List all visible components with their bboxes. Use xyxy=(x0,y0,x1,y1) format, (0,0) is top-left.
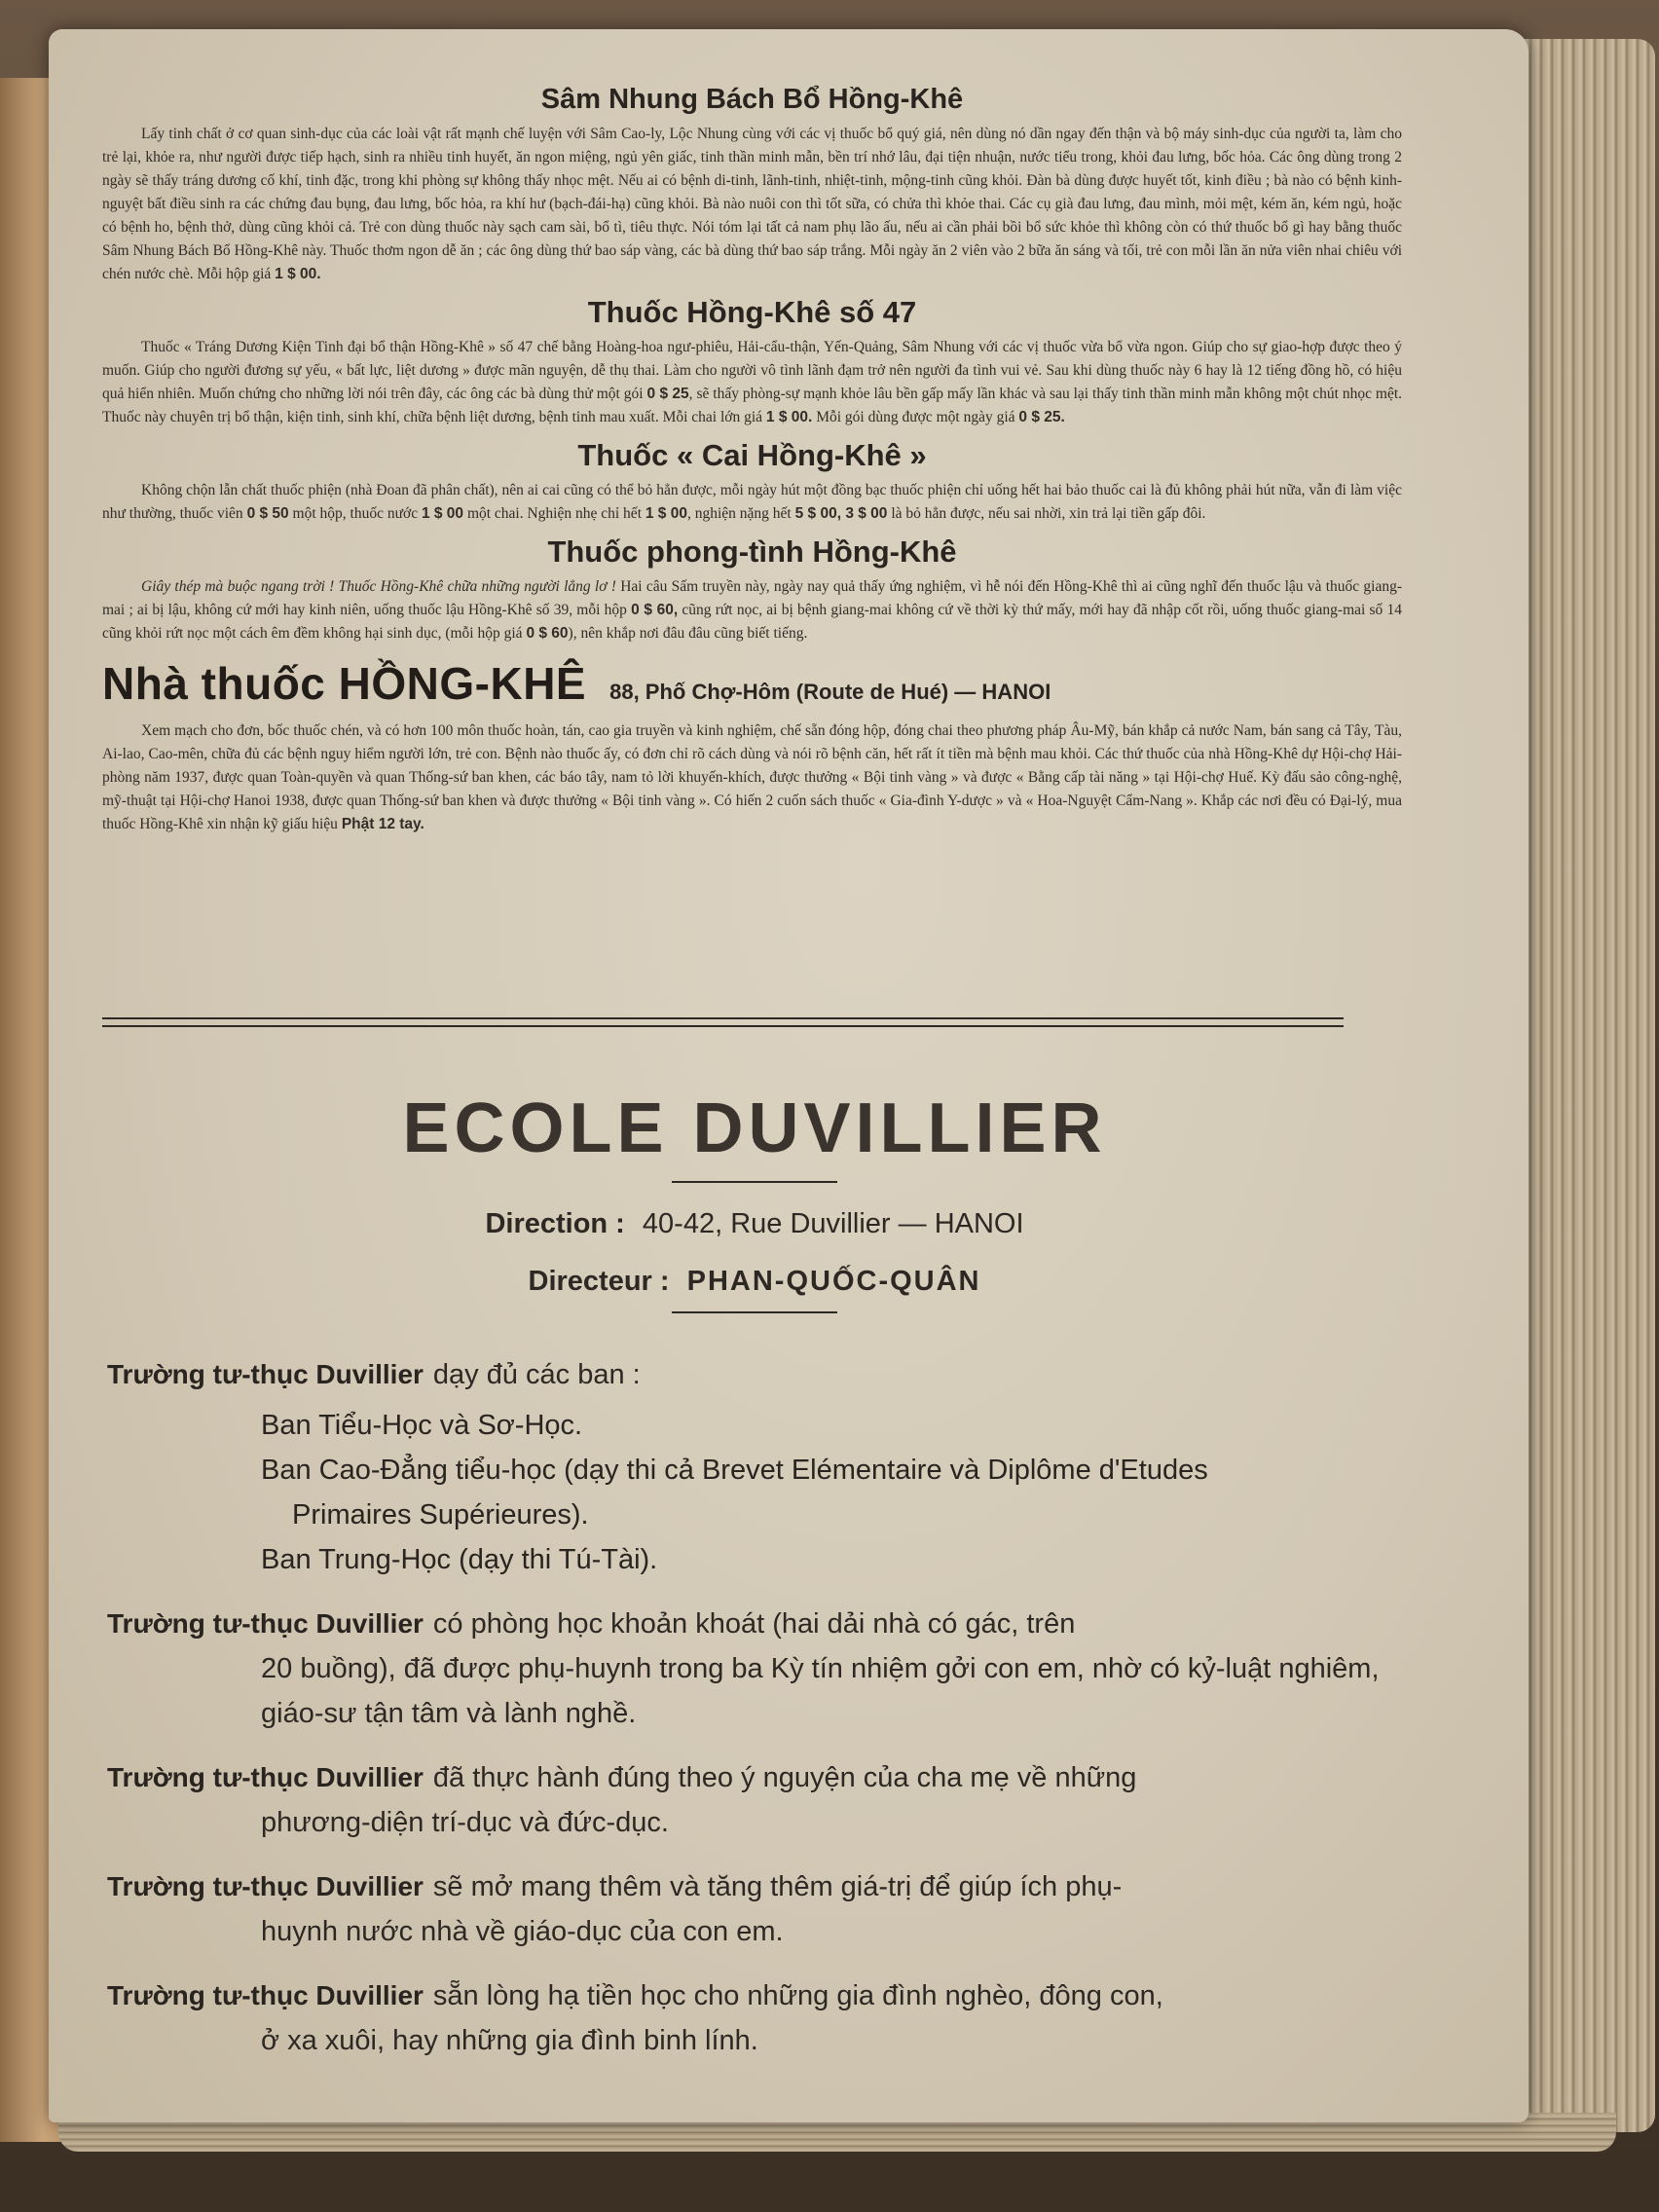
school-intro: Trường tư-thục Duvillier dạy đủ các ban : Ban Tiểu-Học và Sơ-Học. Ban Cao-Đẳng tiểu-học (dạy thi cả Brevet Elémentaire và Diplôme d'Etudes Primaires Supérieures). Ban Trung-Học (dạy thi Tú-Tài). xyxy=(107,1352,1402,1582)
school-title: ECOLE DUVILLIER xyxy=(402,1089,1107,1167)
school-section xyxy=(107,1090,1402,2083)
ad-title-cai-hong-khe: Thuốc « Cai Hồng-Khê » xyxy=(577,437,927,472)
ad-title-phong-tinh: Thuốc phong-tình Hồng-Khê xyxy=(547,535,957,570)
ad-body-phong-tinh: Giây thép mà buộc ngang trời ! Thuốc Hồng-Khê chữa những người lẳng lơ ! Hai câu Sấm truyền này, ngày nay quả thấy ứng nghiệm, vì hễ nói đến Hồng-Khê thì ai cũng nghĩ đến thuốc lậu và thuốc giang-mai ; ai bị lậu, không cứ mới hay kinh niên, uống thuốc lậu Hồng-Khê số 39, mỗi hộp 0 $ 60, cũng rứt nọc, ai bị bệnh giang-mai không cứ về thời kỳ thứ mấy, mới hay đã nhập cốt rồi, uống thuốc giang-mai số 14 cũng khỏi rứt nọc một cách êm đềm không hại sinh dục, (mỗi hộp giá 0 $ 60), nên khắp nơi đâu đâu cũng biết tiếng. xyxy=(102,578,1403,643)
director-label: Directeur : xyxy=(528,1266,670,1298)
director-line xyxy=(107,1266,1402,1298)
store-header xyxy=(102,657,1402,710)
direction-line xyxy=(107,1208,1402,1240)
school-paragraph: Trường tư-thục Duvillier đã thực hành đúng theo ý nguyện của cha mẹ về những phương-diện trí-dục và đức-dục. xyxy=(107,1762,1137,1839)
ad-body-sam-nhung: Lấy tinh chất ở cơ quan sinh-dục của các loài vật rất mạnh chế luyện với Sâm Cao-ly, Lộc Nhung cùng với các vị thuốc bổ quý giá, nên dùng nó dần ngay đến thận và bộ máy sinh-dục của người ta, làm cho trẻ lại, khỏe ra, như người được tiếp hạch, sinh ra nhiều tinh huyết, ăn ngon miệng, ngủ yên giấc, tinh thần minh mẫn, bền trí nhớ lâu, đại tiện nhuận, nước tiểu trong, khỏi đau lưng, bốc hỏa. Các ông dùng trong 2 ngày sẽ thấy tráng dương cố khí, tinh đặc, trong khi phòng sự không thấy nhọc mệt. Nếu ai có bệnh di-tinh, lãnh-tinh, nhiệt-tinh, mộng-tinh cũng khỏi. Đàn bà dùng được huyết tốt, kinh điều ; bà nào có bệnh kinh-nguyệt bất điều sinh ra các chứng đau bụng, đau lưng, bốc hỏa, ra khí hư (bạch-đái-hạ) cũng khỏi. Bà nào nuôi con thì tốt sữa, có chửa thì khỏe thai. Các cụ già đau lưng, đau mình, mỏi mệt, kém ăn, kém ngủ, hoặc có bệnh ho, bệnh thở, dùng cũng khỏi cả. Trẻ con dùng thuốc này sạch cam sài, bổ tì, tiêu thực. Nói tóm lại tất cả nam phụ lão ấu, nếu ai cần phải bồi bổ sức khỏe thì không còn có thứ thuốc bổ gì hay bằng thuốc Sâm Nhung Bách Bổ Hồng-Khê này. Thuốc thơm ngon dễ ăn ; các ông dùng thứ bao sáp vàng, các bà dùng thứ bao sáp trắng. Mỗi ngày ăn 2 viên vào 2 bữa ăn sáng và tối, trẻ con mỗi lần ăn nửa viên nhai chiêu với chén nước chè. Mỗi hộp giá 1 $ 00. xyxy=(102,125,1402,282)
school-paragraph: Trường tư-thục Duvillier sẽ mở mang thêm và tăng thêm giá-trị để giúp ích phụ- huynh nước nhà về giáo-dục của con em. xyxy=(107,1871,1123,1948)
program-item: Ban Trung-Học (dạy thi Tú-Tài). xyxy=(261,1544,658,1576)
ad-title-hong-khe-47: Thuốc Hồng-Khê số 47 xyxy=(587,294,917,329)
director-underline xyxy=(672,1311,837,1313)
title-underline xyxy=(672,1181,837,1183)
ad-body-cai-hong-khe: Không chộn lẫn chất thuốc phiện (nhà Đoan đã phân chất), nên ai cai cũng có thể bỏ hẳn được, mỗi ngày hút một đồng bạc thuốc phiện chỉ uống hết hai bảo thuốc cai là đủ không phải hút nữa, vẫn đi làm việc như thường, thuốc viên 0 $ 50 một hộp, thuốc nước 1 $ 00 một chai. Nghiện nhẹ chỉ hết 1 $ 00, nghiện nặng hết 5 $ 00, 3 $ 00 là bỏ hẳn được, nếu sai nhời, xin trả lại tiền gấp đôi. xyxy=(102,482,1402,523)
school-body xyxy=(107,1352,1402,2063)
school-paragraph: Trường tư-thục Duvillier sẵn lòng hạ tiền học cho những gia đình nghèo, đông con, ở xa xuôi, hay những gia đình binh lính. xyxy=(107,1980,1163,2057)
program-item: Ban Tiểu-Học và Sơ-Học. xyxy=(261,1410,583,1442)
store-address: 88, Phố Chợ-Hôm (Route de Hué) — HANOI xyxy=(609,680,1051,705)
ad-title-sam-nhung: Sâm Nhung Bách Bổ Hồng-Khê xyxy=(540,84,964,115)
store-body: Xem mạch cho đơn, bốc thuốc chén, và có hơn 100 môn thuốc hoàn, tán, cao gia truyền và kinh nghiệm, chế sẵn đóng hộp, đóng chai theo phương pháp Âu-Mỹ, bán khắp cả nước Nam, bán sang cả Tây, Tàu, Ai-lao, Cao-mên, chữa đủ các bệnh nguy hiểm người lớn, trẻ con. Bệnh nào thuốc ấy, có đơn chỉ rõ cách dùng và nói rõ bệnh căn, hết rất ít tiền mà bệnh mau khỏi. Các thứ thuốc của nhà Hồng-Khê dự Hội-chợ Hải-phòng năm 1937, được quan Toàn-quyền và quan Thống-sứ ban khen, các báo tây, nam tỏ lời khuyến-khích, được thưởng « Bội tinh vàng » và được « Bằng cấp tài năng » tại Hội-chợ Huế. Kỳ đấu sảo công-nghệ, mỹ-thuật tại Hội-chợ Hanoi 1938, được quan Thống-sứ ban khen và được thưởng « Bội tinh vàng ». Có hiến 2 cuốn sách thuốc « Gia-đình Y-dược » và « Hoa-Nguyệt Cẩm-Nang ». Khắp các nơi đều có Đại-lý, mua thuốc Hồng-Khê xin nhận kỹ giấu hiệu Phật 12 tay. xyxy=(102,722,1402,833)
advertisement-section xyxy=(102,83,1402,844)
direction-label: Direction : xyxy=(485,1208,625,1240)
ad-body-hong-khe-47: Thuốc « Tráng Dương Kiện Tinh đại bổ thận Hồng-Khê » số 47 chế bằng Hoàng-hoa ngư-phiêu, Hải-cẩu-thận, Yến-Quảng, Sâm Nhung với các vị thuốc vừa bổ vừa ngon. Giúp cho sự giao-hợp được theo ý muốn. Giúp cho người đương sự yếu, « bất lực, liệt dương » được mãn nguyện, dễ thụ thai. Làm cho người vô tình lãnh đạm trở nên người đa tình vui vẻ. Sau khi dùng thuốc này 6 hay là 12 tiếng đồng hồ, có hiệu quả hiển nhiên. Muốn chứng cho những lời nói trên đây, các ông các bà dùng thử một gói 0 $ 25, sẽ thấy phòng-sự mạnh khỏe lâu bền gấp mấy lần khác và sau lại thấy tinh thần minh mẫn không một chút nhọc mệt. Thuốc này chuyên trị bổ thận, kiện tinh, sinh khí, chữa bệnh liệt dương, bệnh tinh mau xuất. Mỗi chai lớn giá 1 $ 00. Mỗi gói dùng được một ngày giá 0 $ 25. xyxy=(102,338,1403,425)
program-item-continuation: Primaires Supérieures). xyxy=(292,1499,589,1531)
director-name: PHAN-QUỐC-QUÂN xyxy=(686,1266,981,1298)
store-name: Nhà thuốc HỒNG-KHÊ xyxy=(102,658,587,710)
program-item: Ban Cao-Đẳng tiểu-học (dạy thi cả Brevet Elémentaire và Diplôme d'Etudes xyxy=(261,1455,1208,1487)
section-divider xyxy=(102,1017,1344,1027)
school-programs xyxy=(107,1403,1402,1582)
direction-address: 40-42, Rue Duvillier — HANOI xyxy=(642,1208,1024,1240)
school-paragraph: Trường tư-thục Duvillier có phòng học khoản khoát (hai dải nhà có gác, trên 20 buồng), đã được phụ-huynh trong ba Kỳ tín nhiệm gởi con em, nhờ có kỷ-luật nghiêm, giáo-sư tận tâm và lành nghề. xyxy=(107,1608,1380,1730)
